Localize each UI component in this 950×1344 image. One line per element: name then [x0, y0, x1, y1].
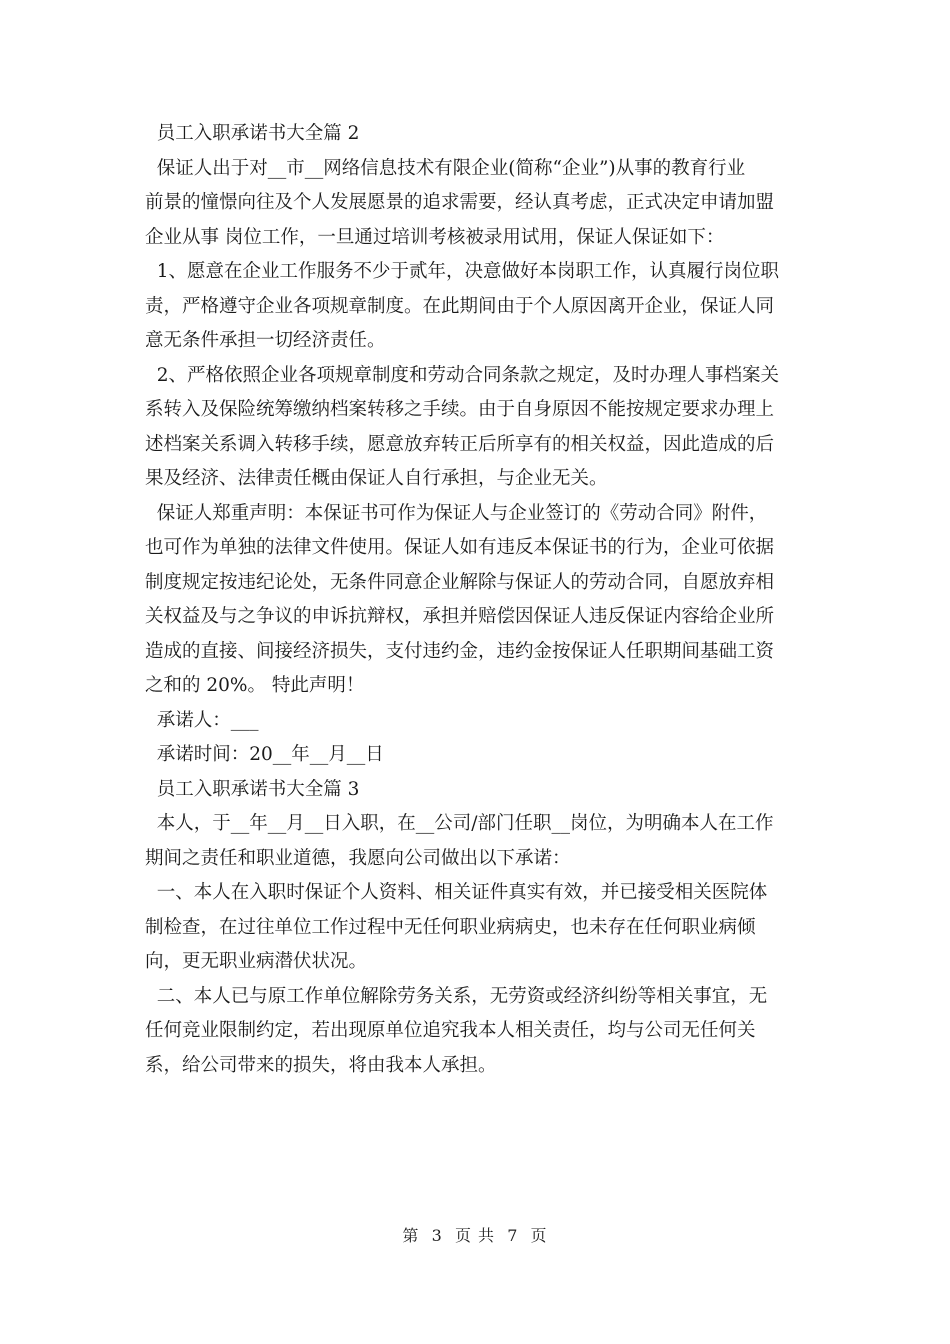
paragraph-line: 二、本人已与原工作单位解除劳务关系，无劳资或经济纠纷等相关事宜，无	[145, 985, 768, 1007]
section-title: 员工入职承诺书大全篇 3	[145, 778, 360, 800]
date-line: 承诺时间：20__年__月__日	[145, 744, 384, 765]
paragraph-line: 制度规定按违纪论处，无条件同意企业解除与保证人的劳动合同，自愿放弃相	[145, 571, 775, 593]
paragraph-line: 之和的 20%。 特此声明！	[145, 675, 365, 696]
paragraph-line: 述档案关系调入转移手续，愿意放弃转正后所享有的相关权益，因此造成的后	[145, 433, 775, 455]
paragraph-line: 1、愿意在企业工作服务不少于贰年，决意做好本岗职工作，认真履行岗位职	[145, 261, 780, 282]
paragraph-line: 保证人郑重声明：本保证书可作为保证人与企业签订的《劳动合同》附件，	[145, 502, 768, 524]
paragraph-line: 企业从事 岗位工作，一旦通过培训考核被录用试用，保证人保证如下：	[145, 226, 725, 248]
page-number-footer: 第 3 页 共 7 页	[402, 1226, 548, 1245]
paragraph-line: 也可作为单独的法律文件使用。保证人如有违反本保证书的行为，企业可依据	[145, 537, 775, 558]
paragraph-line: 果及经济、法律责任概由保证人自行承担，与企业无关。	[145, 468, 608, 489]
paragraph-line: 责，严格遵守企业各项规章制度。在此期间由于个人原因离开企业，保证人同	[145, 295, 775, 317]
paragraph-line: 向，更无职业病潜伏状况。	[145, 951, 368, 972]
paragraph-line: 系转入及保险统筹缴纳档案转移之手续。由于自身原因不能按规定要求办理上	[145, 399, 775, 420]
paragraph-line: 意无条件承担一切经济责任。	[145, 330, 386, 351]
paragraph-line: 制检查，在过往单位工作过程中无任何职业病病史，也未存在任何职业病倾	[145, 916, 756, 938]
paragraph-line: 造成的直接、间接经济损失，支付违约金，违约金按保证人任职期间基础工资	[145, 640, 775, 662]
paragraph-line: 任何竞业限制约定，若出现原单位追究我本人相关责任，均与公司无任何关	[145, 1020, 756, 1041]
paragraph-line: 系，给公司带来的损失，将由我本人承担。	[145, 1054, 497, 1076]
paragraph-line: 保证人出于对__市__网络信息技术有限企业(简称“企业”)从事的教育行业	[145, 157, 746, 179]
paragraph-line: 期间之责任和职业道德，我愿向公司做出以下承诺：	[145, 847, 571, 869]
section-title: 员工入职承诺书大全篇 2	[145, 123, 360, 144]
paragraph-line: 关权益及与之争议的申诉抗辩权，承担并赔偿因保证人违反保证内容给企业所	[145, 606, 775, 627]
signer-line: 承诺人：___	[145, 709, 259, 731]
paragraph-line: 前景的憧憬向往及个人发展愿景的追求需要，经认真考虑，正式决定申请加盟	[145, 192, 775, 213]
paragraph-line: 本人，于__年__月__日入职，在__公司/部门任职__岗位，为明确本人在工作	[145, 813, 774, 834]
paragraph-line: 一、本人在入职时保证个人资料、相关证件真实有效，并已接受相关医院体	[145, 882, 768, 903]
paragraph-line: 2、严格依照企业各项规章制度和劳动合同条款之规定，及时办理人事档案关	[145, 364, 780, 386]
document-body	[145, 117, 815, 1083]
